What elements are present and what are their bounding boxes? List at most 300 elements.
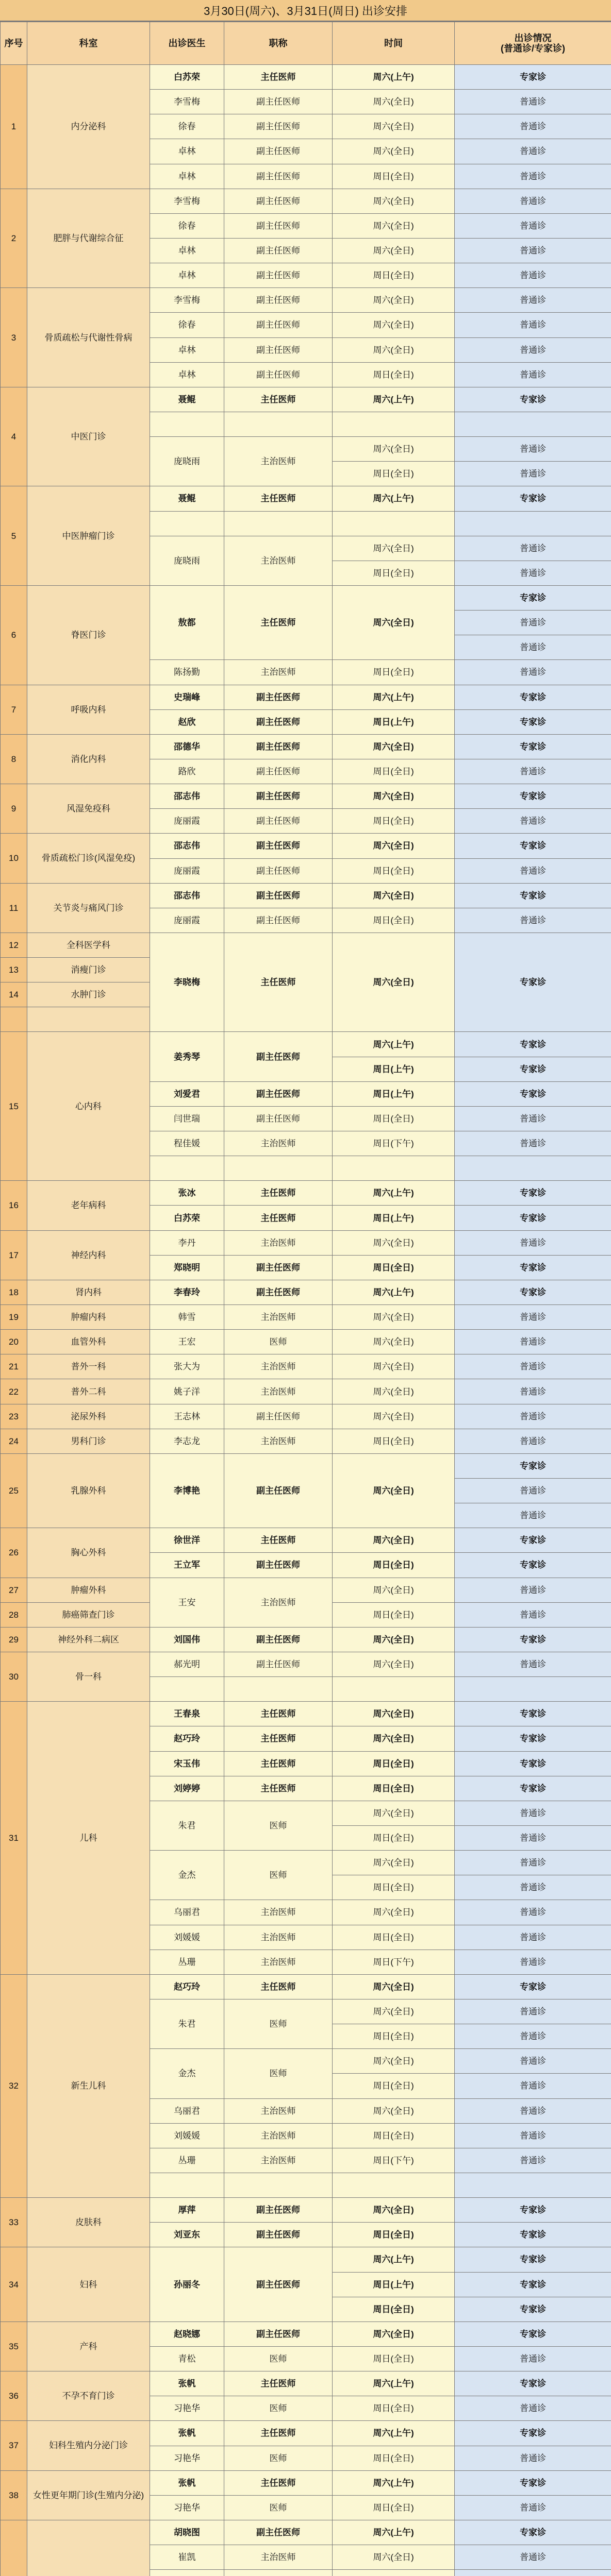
cell-doctor: 邵志伟 [150, 834, 224, 858]
cell-time [333, 511, 455, 536]
cell-doctor: 庞晓雨 [150, 437, 224, 486]
cell-time: 周日(全日) [333, 1429, 455, 1453]
cell-title: 医师 [224, 1999, 333, 2048]
cell-time: 周六(全日) [333, 933, 455, 1032]
cell-time: 周六(全日) [333, 1652, 455, 1677]
cell-department: 骨质疏松门诊(风湿免疫) [27, 834, 150, 883]
cell-index: 21 [1, 1354, 27, 1379]
cell-visit-type [455, 511, 611, 536]
cell-visit-type: 普通诊 [455, 2024, 611, 2049]
cell-doctor: 卓林 [150, 238, 224, 263]
cell-department: 肺癌筛查门诊 [27, 1602, 150, 1627]
cell-visit-type [455, 1156, 611, 1181]
cell-doctor: 庞晓雨 [150, 536, 224, 585]
cell-doctor: 陈扬勤 [150, 660, 224, 685]
cell-time: 周六(全日) [333, 1801, 455, 1825]
cell-visit-type: 普通诊 [455, 1801, 611, 1825]
cell-index: 14 [1, 982, 27, 1007]
cell-time: 周日(全日) [333, 759, 455, 784]
cell-title: 主任医师 [224, 2421, 333, 2446]
cell-doctor: 史瑞峰 [150, 685, 224, 709]
cell-doctor: 李丹 [150, 1230, 224, 1255]
cell-doctor: 徐世洋 [150, 1528, 224, 1553]
cell-time: 周日(全日) [333, 908, 455, 933]
cell-title: 主治医师 [224, 1131, 333, 1156]
cell-time: 周日(上午) [333, 1081, 455, 1106]
cell-time: 周六(全日) [333, 1453, 455, 1528]
cell-title: 主治医师 [224, 2545, 333, 2570]
cell-department: 不孕不育门诊 [27, 2371, 150, 2421]
cell-time [333, 2570, 455, 2576]
cell-doctor [150, 412, 224, 436]
cell-visit-type: 专家诊 [455, 933, 611, 1032]
cell-time: 周六(全日) [333, 1900, 455, 1925]
cell-visit-type: 普通诊 [455, 2098, 611, 2123]
table-row [1, 933, 611, 957]
cell-title: 医师 [224, 2495, 333, 2520]
cell-index: 30 [1, 1652, 27, 1702]
cell-index: 5 [1, 486, 27, 586]
cell-time: 周六(全日) [333, 437, 455, 462]
cell-title: 副主任医师 [224, 1255, 333, 1280]
cell-doctor: 李雪梅 [150, 288, 224, 313]
cell-visit-type: 普通诊 [455, 313, 611, 337]
cell-doctor: 徐春 [150, 213, 224, 238]
cell-time: 周六(全日) [333, 2321, 455, 2346]
cell-visit-type: 普通诊 [455, 1999, 611, 2024]
cell-department: 中医肿瘤门诊 [27, 486, 150, 586]
cell-visit-type: 专家诊 [455, 1280, 611, 1304]
cell-department: 新生儿科 [27, 1974, 150, 2197]
table-row [1, 1974, 611, 1999]
cell-department: 妇科 [27, 2247, 150, 2321]
cell-time: 周日(全日) [333, 2495, 455, 2520]
cell-visit-type: 普通诊 [455, 1479, 611, 1503]
cell-visit-type: 普通诊 [455, 2123, 611, 2148]
cell-title: 副主任医师 [224, 1553, 333, 1578]
cell-doctor: 邵德华 [150, 734, 224, 759]
cell-doctor: 张帆 [150, 2421, 224, 2446]
cell-visit-type: 专家诊 [455, 585, 611, 610]
cell-visit-type: 普通诊 [455, 1131, 611, 1156]
cell-visit-type: 普通诊 [455, 1330, 611, 1354]
cell-visit-type: 专家诊 [455, 1751, 611, 1776]
cell-department: 水肿门诊 [27, 982, 150, 1007]
table-row [1, 784, 611, 809]
cell-doctor: 李志龙 [150, 1429, 224, 1453]
cell-department: 骨一科 [27, 1652, 150, 1702]
cell-doctor: 张冰 [150, 1181, 224, 1206]
cell-visit-type: 专家诊 [455, 834, 611, 858]
cell-doctor: 卓林 [150, 164, 224, 189]
cell-visit-type: 普通诊 [455, 189, 611, 213]
cell-title: 医师 [224, 2446, 333, 2470]
cell-title: 副主任医师 [224, 809, 333, 834]
cell-visit-type: 普通诊 [455, 1354, 611, 1379]
cell-time: 周六(全日) [333, 1379, 455, 1404]
cell-title: 副主任医师 [224, 337, 333, 362]
cell-title: 主任医师 [224, 585, 333, 659]
cell-doctor: 闫世瑞 [150, 1106, 224, 1131]
cell-department: 消瘦门诊 [27, 958, 150, 982]
cell-index: 26 [1, 1528, 27, 1578]
cell-department: 儿科 [27, 1702, 150, 1975]
cell-time: 周日(全日) [333, 1106, 455, 1131]
cell-time: 周六(全日) [333, 2545, 455, 2570]
cell-time: 周六(全日) [333, 139, 455, 164]
cell-visit-type: 专家诊 [455, 486, 611, 511]
cell-title: 主任医师 [224, 1726, 333, 1751]
table-row [1, 2371, 611, 2396]
cell-visit-type: 普通诊 [455, 759, 611, 784]
table-row [1, 2247, 611, 2272]
cell-index: 25 [1, 1453, 27, 1528]
cell-visit-type: 普通诊 [455, 1106, 611, 1131]
cell-time: 周六(全日) [333, 114, 455, 139]
cell-doctor: 路欣 [150, 759, 224, 784]
cell-doctor: 庞丽霞 [150, 858, 224, 883]
cell-visit-type: 专家诊 [455, 1453, 611, 1478]
cell-visit-type: 专家诊 [455, 2520, 611, 2545]
cell-index: 4 [1, 387, 27, 486]
cell-doctor: 习艳华 [150, 2446, 224, 2470]
cell-time: 周六(全日) [333, 1726, 455, 1751]
cell-time: 周六(上午) [333, 2470, 455, 2495]
table-row [1, 1230, 611, 1255]
cell-index: 9 [1, 784, 27, 834]
cell-department [27, 1007, 150, 1032]
cell-time: 周六(全日) [333, 1702, 455, 1726]
header-title: 职称 [224, 22, 333, 65]
cell-time: 周日(全日) [333, 561, 455, 585]
cell-title: 主任医师 [224, 933, 333, 1032]
cell-doctor: 王志林 [150, 1404, 224, 1429]
cell-visit-type: 普通诊 [455, 337, 611, 362]
cell-doctor: 王安 [150, 1578, 224, 1627]
cell-time: 周日(全日) [333, 362, 455, 387]
cell-index: 20 [1, 1330, 27, 1354]
cell-visit-type: 普通诊 [455, 1429, 611, 1453]
cell-time: 周日(全日) [333, 2123, 455, 2148]
cell-visit-type: 普通诊 [455, 561, 611, 585]
table-row [1, 1181, 611, 1206]
cell-doctor: 赵欣 [150, 709, 224, 734]
cell-doctor: 丛珊 [150, 1950, 224, 1974]
cell-visit-type [455, 2173, 611, 2197]
cell-doctor: 敖都 [150, 585, 224, 659]
cell-doctor: 赵巧玲 [150, 1974, 224, 1999]
cell-visit-type: 普通诊 [455, 1305, 611, 1330]
cell-time: 周日(全日) [333, 2446, 455, 2470]
cell-doctor: 李雪梅 [150, 90, 224, 114]
cell-index: 32 [1, 1974, 27, 2197]
cell-doctor: 李晓梅 [150, 933, 224, 1032]
cell-visit-type: 普通诊 [455, 114, 611, 139]
cell-title: 副主任医师 [224, 1652, 333, 1677]
cell-title: 副主任医师 [224, 2520, 333, 2545]
cell-doctor: 姜秀琴 [150, 1032, 224, 1081]
cell-time: 周六(全日) [333, 1404, 455, 1429]
cell-title: 副主任医师 [224, 685, 333, 709]
cell-time: 周六(全日) [333, 734, 455, 759]
cell-visit-type: 普通诊 [455, 437, 611, 462]
cell-index: 3 [1, 288, 27, 387]
cell-doctor: 卓林 [150, 139, 224, 164]
cell-department: 关节炎与痛风门诊 [27, 883, 150, 933]
cell-title: 副主任医师 [224, 114, 333, 139]
table-row [1, 288, 611, 313]
cell-visit-type: 普通诊 [455, 1925, 611, 1950]
cell-time: 周日(全日) [333, 2346, 455, 2371]
cell-visit-type [455, 1677, 611, 1702]
cell-visit-type: 专家诊 [455, 1553, 611, 1578]
cell-title: 副主任医师 [224, 734, 333, 759]
cell-time: 周日(上午) [333, 709, 455, 734]
cell-title: 副主任医师 [224, 1280, 333, 1304]
cell-visit-type: 普通诊 [455, 164, 611, 189]
cell-index: 35 [1, 2321, 27, 2371]
cell-time: 周六(全日) [333, 1305, 455, 1330]
header-index: 序号 [1, 22, 27, 65]
cell-department: 骨质疏松与代谢性骨病 [27, 288, 150, 387]
cell-title: 副主任医师 [224, 238, 333, 263]
cell-title: 副主任医师 [224, 288, 333, 313]
cell-title: 副主任医师 [224, 164, 333, 189]
cell-time: 周六(上午) [333, 486, 455, 511]
cell-visit-type: 普通诊 [455, 2049, 611, 2074]
cell-time: 周六(全日) [333, 2198, 455, 2223]
cell-doctor: 刘媛媛 [150, 1925, 224, 1950]
cell-visit-type [455, 2570, 611, 2576]
cell-visit-type: 普通诊 [455, 362, 611, 387]
table-row [1, 1627, 611, 1652]
cell-time: 周六(全日) [333, 1999, 455, 2024]
cell-title: 主治医师 [224, 1354, 333, 1379]
cell-doctor: 庞丽霞 [150, 908, 224, 933]
table-row [1, 585, 611, 610]
cell-title: 主任医师 [224, 387, 333, 412]
page-title: 3月30日(周六)、3月31日(周日) 出诊安排 [0, 0, 611, 22]
cell-visit-type: 普通诊 [455, 238, 611, 263]
cell-visit-type: 专家诊 [455, 1181, 611, 1206]
cell-doctor: 李春玲 [150, 1280, 224, 1304]
cell-time: 周日(全日) [333, 2024, 455, 2049]
cell-doctor: 胡晓图 [150, 2520, 224, 2545]
cell-doctor: 邵志伟 [150, 784, 224, 809]
cell-index: 29 [1, 1627, 27, 1652]
table-row [1, 1702, 611, 1726]
cell-time: 周六(上午) [333, 2520, 455, 2545]
cell-time: 周六(全日) [333, 834, 455, 858]
cell-visit-type: 专家诊 [455, 883, 611, 908]
cell-visit-type: 专家诊 [455, 2321, 611, 2346]
cell-visit-type: 专家诊 [455, 2223, 611, 2247]
table-header [1, 22, 611, 65]
cell-time: 周日(上午) [333, 1057, 455, 1081]
cell-index: 34 [1, 2247, 27, 2321]
cell-visit-type: 专家诊 [455, 1528, 611, 1553]
cell-time: 周六(全日) [333, 238, 455, 263]
cell-time: 周六(全日) [333, 883, 455, 908]
table-row [1, 2321, 611, 2346]
cell-title: 主治医师 [224, 2123, 333, 2148]
cell-time [333, 2173, 455, 2197]
cell-time: 周六(全日) [333, 1974, 455, 1999]
cell-title [224, 1677, 333, 1702]
cell-department: 肾内科 [27, 1280, 150, 1304]
cell-time: 周日(全日) [333, 1553, 455, 1578]
cell-time: 周六(上午) [333, 1181, 455, 1206]
cell-title [224, 511, 333, 536]
cell-visit-type: 专家诊 [455, 1776, 611, 1801]
cell-title: 主治医师 [224, 1950, 333, 1974]
cell-visit-type: 普通诊 [455, 1851, 611, 1875]
cell-doctor: 王宏 [150, 1330, 224, 1354]
cell-title: 医师 [224, 2396, 333, 2421]
cell-time: 周日(全日) [333, 1875, 455, 1900]
cell-visit-type: 普通诊 [455, 462, 611, 486]
cell-index: 6 [1, 585, 27, 685]
table-row [1, 486, 611, 511]
cell-index: 18 [1, 1280, 27, 1304]
cell-visit-type: 普通诊 [455, 1503, 611, 1528]
cell-visit-type: 普通诊 [455, 2446, 611, 2470]
cell-visit-type: 专家诊 [455, 1255, 611, 1280]
cell-index: 27 [1, 1578, 27, 1602]
cell-department: 呼吸内科 [27, 685, 150, 734]
cell-visit-type: 普通诊 [455, 1230, 611, 1255]
cell-time: 周六(上午) [333, 2421, 455, 2446]
table-row [1, 1652, 611, 1677]
cell-department: 老年病科 [27, 1181, 150, 1230]
cell-time: 周日(全日) [333, 660, 455, 685]
header-visit-type: 出诊情况 (普通诊/专家诊) [455, 22, 611, 65]
cell-time: 周六(上午) [333, 685, 455, 709]
table-row [1, 1379, 611, 1404]
cell-title: 主治医师 [224, 1900, 333, 1925]
cell-index: 19 [1, 1305, 27, 1330]
cell-visit-type: 普通诊 [455, 1875, 611, 1900]
cell-doctor: 乌丽君 [150, 1900, 224, 1925]
cell-doctor: 宋玉伟 [150, 1751, 224, 1776]
cell-visit-type: 普通诊 [455, 2148, 611, 2173]
cell-doctor: 刘亚东 [150, 2223, 224, 2247]
cell-index: 16 [1, 1181, 27, 1230]
cell-department: 风湿免疫科 [27, 784, 150, 834]
cell-title: 主治医师 [224, 1305, 333, 1330]
cell-title [224, 1156, 333, 1181]
cell-doctor [150, 1156, 224, 1181]
cell-index [1, 2520, 27, 2576]
cell-doctor: 刘媛媛 [150, 2123, 224, 2148]
cell-title: 主任医师 [224, 65, 333, 90]
cell-doctor: 张帆 [150, 2470, 224, 2495]
cell-doctor [150, 1677, 224, 1702]
cell-visit-type: 普通诊 [455, 263, 611, 288]
cell-doctor: 金杰 [150, 2049, 224, 2098]
cell-index: 33 [1, 2198, 27, 2247]
cell-title [224, 412, 333, 436]
table-row [1, 1280, 611, 1304]
cell-title: 主治医师 [224, 660, 333, 685]
cell-title: 主治医师 [224, 536, 333, 585]
cell-visit-type: 普通诊 [455, 288, 611, 313]
cell-department [27, 2520, 150, 2576]
cell-title: 副主任医师 [224, 759, 333, 784]
cell-title: 医师 [224, 2346, 333, 2371]
cell-visit-type: 专家诊 [455, 2470, 611, 2495]
cell-department: 肿瘤内科 [27, 1305, 150, 1330]
cell-time: 周日(全日) [333, 164, 455, 189]
cell-title: 副主任医师 [224, 2321, 333, 2346]
cell-visit-type: 专家诊 [455, 1702, 611, 1726]
cell-visit-type: 普通诊 [455, 1379, 611, 1404]
cell-visit-type: 专家诊 [455, 1627, 611, 1652]
cell-doctor: 朱君 [150, 1999, 224, 2048]
cell-index: 23 [1, 1404, 27, 1429]
cell-title: 医师 [224, 2049, 333, 2098]
cell-index: 7 [1, 685, 27, 734]
cell-visit-type: 专家诊 [455, 1057, 611, 1081]
cell-time: 周六(全日) [333, 2049, 455, 2074]
cell-doctor: 徐春 [150, 114, 224, 139]
cell-doctor: 庞丽霞 [150, 809, 224, 834]
cell-doctor: 赵晓娜 [150, 2321, 224, 2346]
cell-visit-type: 专家诊 [455, 784, 611, 809]
cell-department: 男科门诊 [27, 1429, 150, 1453]
cell-time: 周日(全日) [333, 809, 455, 834]
cell-department: 心内科 [27, 1032, 150, 1181]
cell-time: 周六(全日) [333, 536, 455, 561]
cell-title: 副主任医师 [224, 139, 333, 164]
cell-index [1, 1007, 27, 1032]
cell-index: 17 [1, 1230, 27, 1280]
cell-visit-type: 专家诊 [455, 2371, 611, 2396]
cell-visit-type: 普通诊 [455, 908, 611, 933]
cell-title: 主治医师 [224, 1429, 333, 1453]
cell-time: 周日(全日) [333, 263, 455, 288]
cell-time [333, 1677, 455, 1702]
cell-department: 脊医门诊 [27, 585, 150, 685]
cell-title: 副主任医师 [224, 908, 333, 933]
cell-visit-type: 专家诊 [455, 1726, 611, 1751]
cell-title: 副主任医师 [224, 263, 333, 288]
cell-visit-type: 普通诊 [455, 809, 611, 834]
cell-visit-type [455, 412, 611, 436]
cell-time: 周六(上午) [333, 387, 455, 412]
cell-time: 周六(全日) [333, 1354, 455, 1379]
cell-time: 周日(上午) [333, 1206, 455, 1230]
cell-visit-type: 专家诊 [455, 65, 611, 90]
cell-index: 37 [1, 2421, 27, 2470]
cell-title: 主治医师 [224, 1379, 333, 1404]
cell-visit-type: 普通诊 [455, 90, 611, 114]
cell-visit-type: 普通诊 [455, 1602, 611, 1627]
cell-title: 副主任医师 [224, 362, 333, 387]
cell-title: 主治医师 [224, 1230, 333, 1255]
cell-doctor [150, 511, 224, 536]
cell-title: 主任医师 [224, 486, 333, 511]
cell-time: 周六(全日) [333, 1230, 455, 1255]
table-row [1, 189, 611, 213]
cell-index: 12 [1, 933, 27, 957]
table-row [1, 1305, 611, 1330]
cell-time: 周六(上午) [333, 1032, 455, 1057]
cell-index: 24 [1, 1429, 27, 1453]
cell-index: 11 [1, 883, 27, 933]
cell-doctor: 朱君 [150, 1801, 224, 1850]
cell-time: 周六(全日) [333, 1528, 455, 1553]
